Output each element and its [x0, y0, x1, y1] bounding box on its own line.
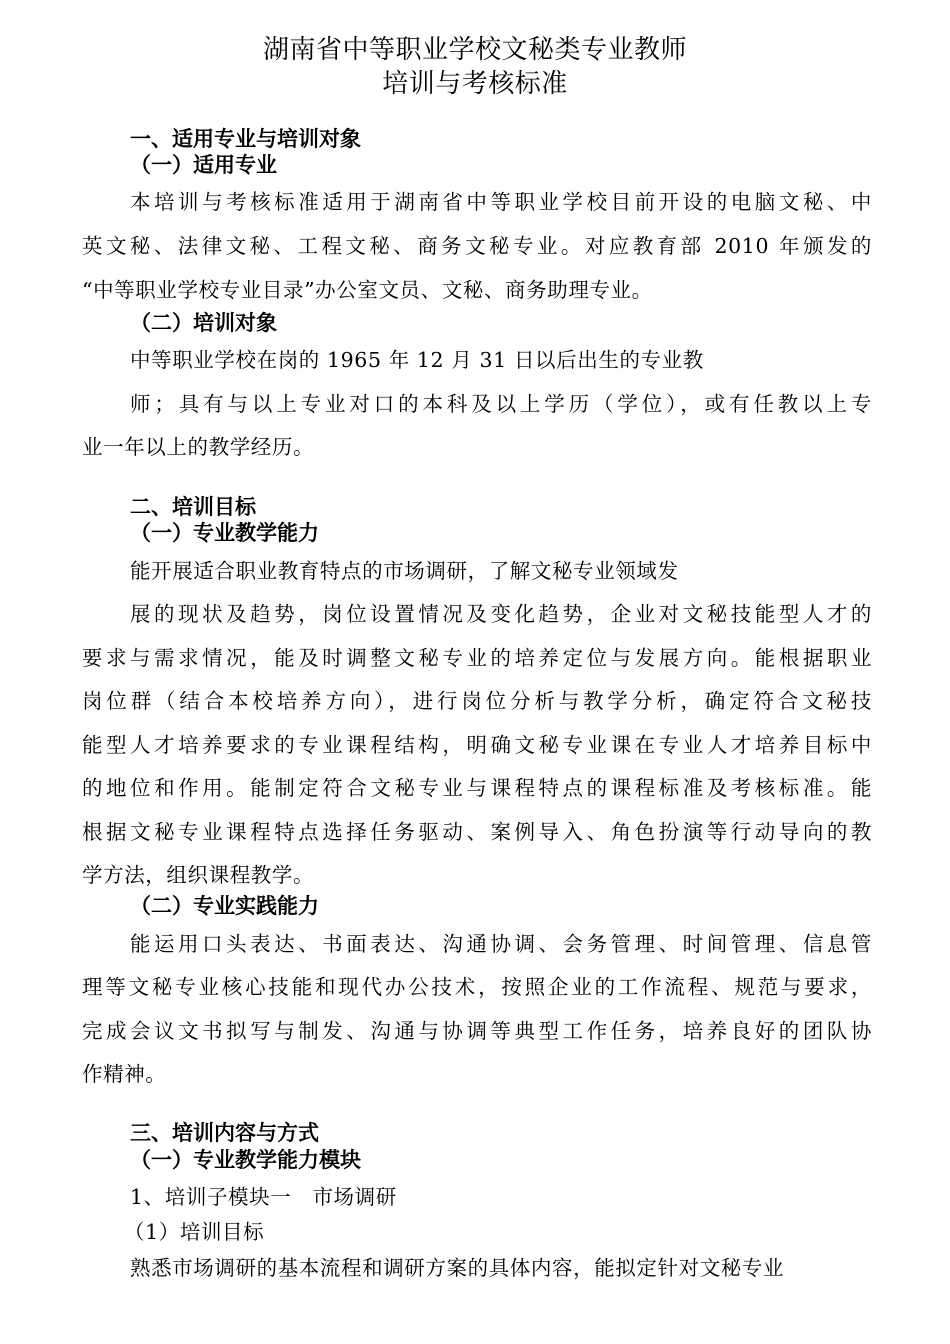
- section-1-1-heading: （一）适用专业: [130, 153, 277, 177]
- paragraph-line: 的地位和作用。能制定符合文秘专业与课程特点的课程标准及考核标准。能: [82, 776, 872, 800]
- paragraph-line: 业一年以上的教学经历。: [82, 435, 315, 459]
- paragraph-line: 能型人才培养要求的专业课程结构，明确文秘专业课在专业人才培养目标中: [82, 733, 872, 757]
- section-1-heading: 一、适用专业与培训对象: [130, 127, 361, 151]
- paragraph-line: 要求与需求情况，能及时调整文秘专业的培养定位与发展方向。能根据职业: [82, 646, 872, 670]
- section-1-2-heading: （二）培训对象: [130, 311, 277, 335]
- section-3-heading: 三、培训内容与方式: [130, 1121, 319, 1145]
- section-3-1-heading: （一）专业教学能力模块: [130, 1148, 361, 1172]
- paragraph-line: 岗位群（结合本校培养方向），进行岗位分析与教学分析，确定符合文秘技: [82, 689, 872, 713]
- paragraph-line: 完成会议文书拟写与制发、沟通与协调等典型工作任务，培养良好的团队协: [82, 1019, 872, 1043]
- paragraph-line: “中等职业学校专业目录”办公室文员、文秘、商务助理专业。: [82, 278, 653, 302]
- section-2-1-heading: （一）专业教学能力: [130, 521, 319, 545]
- section-2-2-heading: （二）专业实践能力: [130, 894, 319, 918]
- document-title-line-1: 湖南省中等职业学校文秘类专业教师: [262, 35, 687, 65]
- document-title-line-2: 培训与考核标准: [382, 69, 568, 99]
- paragraph-line: 中等职业学校在岗的 1965 年 12 月 31 日以后出生的专业教: [130, 348, 704, 372]
- paragraph-line: 作精神。: [82, 1062, 167, 1086]
- paragraph-line: 能开展适合职业教育特点的市场调研，了解文秘专业领域发: [130, 559, 679, 583]
- paragraph-line: 根据文秘专业课程特点选择任务驱动、案例导入、角色扮演等行动导向的教: [82, 820, 872, 844]
- paragraph-line: 英文秘、法律文秘、工程文秘、商务文秘专业。对应教育部 2010 年颁发的: [82, 234, 872, 258]
- paragraph-line: 熟悉市场调研的基本流程和调研方案的具体内容，能拟定针对文秘专业: [130, 1256, 785, 1280]
- paragraph-line: 展的现状及趋势，岗位设置情况及变化趋势，企业对文秘技能型人才的: [130, 602, 872, 626]
- paragraph-line: 能运用口头表达、书面表达、沟通协调、会务管理、时间管理、信息管: [130, 932, 872, 956]
- paragraph-line: 师；具有与以上专业对口的本科及以上学历（学位），或有任教以上专: [130, 392, 872, 416]
- subsection-item: 1、培训子模块一 市场调研: [130, 1185, 397, 1209]
- paragraph-line: 理等文秘专业核心技能和现代办公技术，按照企业的工作流程、规范与要求，: [82, 975, 872, 999]
- paragraph-line: 本培训与考核标准适用于湖南省中等职业学校目前开设的电脑文秘、中: [130, 190, 872, 214]
- section-2-heading: 二、培训目标: [130, 495, 256, 519]
- paragraph-line: 学方法，组织课程教学。: [82, 863, 315, 887]
- subsection-item: （1）培训目标: [124, 1220, 265, 1244]
